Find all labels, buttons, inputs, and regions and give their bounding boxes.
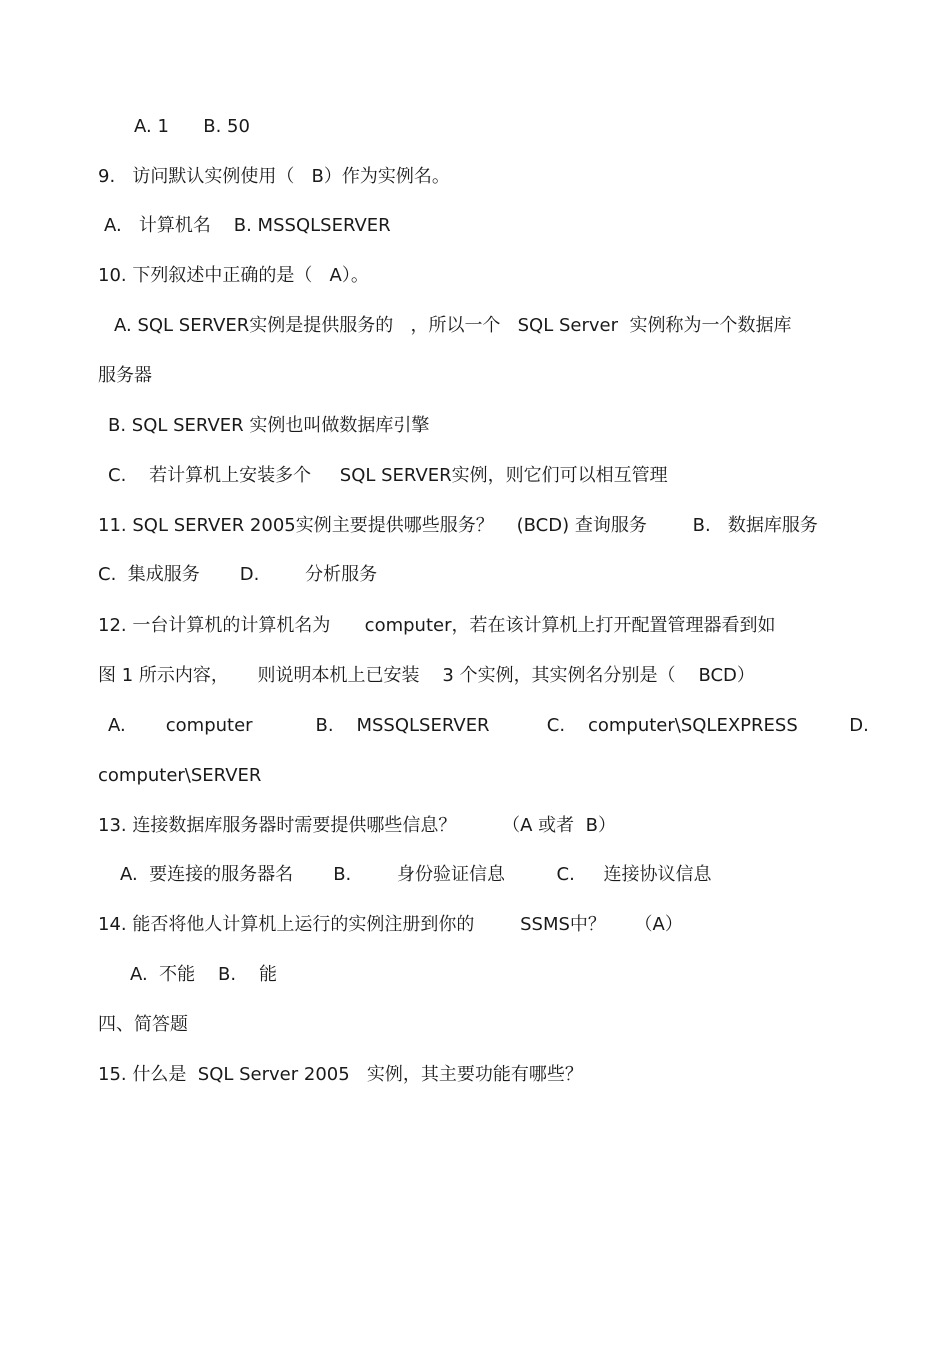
question-9: 9. 访问默认实例使用（ B）作为实例名。 [98,166,450,187]
section-heading: 四、简答题 [98,1014,188,1035]
question-14-options: A. 不能 B. 能 [130,964,278,985]
question-12-cont: 图 1 所示内容， 则说明本机上已安装 3 个实例，其实例名分别是（ BCD） [98,665,755,686]
question-13: 13. 连接数据库服务器时需要提供哪些信息？ （A 或者 B） [98,815,616,836]
question-11: 11. SQL SERVER 2005实例主要提供哪些服务？ (BCD) 查询服务 B. 数据库服务 [98,515,818,536]
question-10-option-a-cont: 服务器 [98,365,152,386]
question-15: 15. 什么是 SQL Server 2005 实例，其主要功能有哪些？ [98,1064,583,1085]
question-14: 14. 能否将他人计算机上运行的实例注册到你的 SSMS中？ （A） [98,914,683,935]
question-10-option-c: C. 若计算机上安装多个 SQL SERVER实例，则它们可以相互管理 [108,465,668,486]
question-12: 12. 一台计算机的计算机名为 computer，若在该计算机上打开配置管理器看到如 [98,615,776,636]
question-11-options: C. 集成服务 D. 分析服务 [98,564,378,585]
question-10: 10. 下列叙述中正确的是（ A）。 [98,265,369,286]
answer-options-line: A. 1 B. 50 [134,116,250,137]
question-10-option-b: B. SQL SERVER 实例也叫做数据库引擎 [108,415,430,436]
question-12-options-cont: computer\SERVER [98,765,262,786]
question-9-options: A. 计算机名 B. MSSQLSERVER [104,215,391,236]
question-12-options: A. computer B. MSSQLSERVER C. computer\SQLEXPRESS D. [108,715,869,736]
question-10-option-a: A. SQL SERVER实例是提供服务的 ，所以一个 SQL Server 实例称为一个数据库 [114,315,792,336]
question-13-options: A. 要连接的服务器名 B. 身份验证信息 C. 连接协议信息 [120,864,712,885]
